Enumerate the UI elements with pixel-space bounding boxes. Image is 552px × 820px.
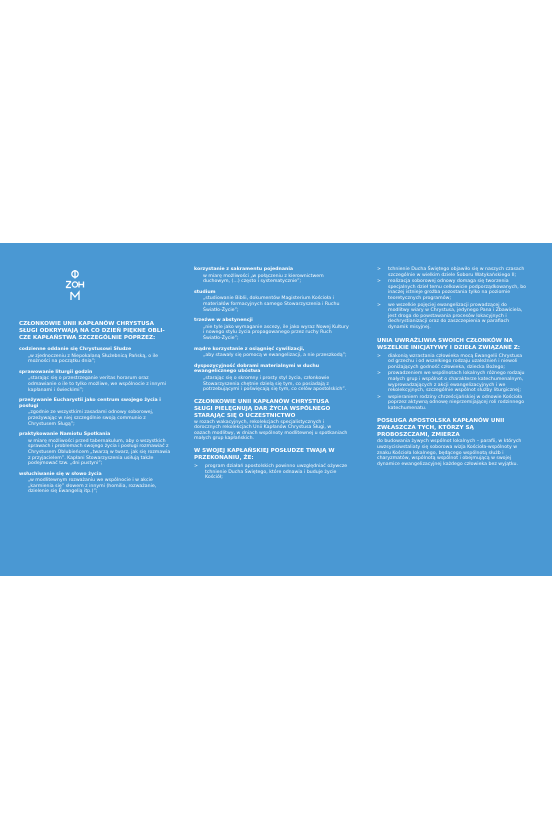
practice-item: [194, 290, 349, 313]
bullet-list: [377, 354, 527, 412]
blue-panel: [0, 243, 552, 576]
practice-item: [194, 318, 349, 341]
column-right: [377, 267, 527, 467]
practice-text: w miarę możliwości przed tabernakulum, aby o wszystkich sprawach i problemach swojego życia i posługi rozmawiać z Chrystusem Oblubieńcem „twarzą w twarz, jak się rozmawia z przyjacielem”. Kapłani Stowarzyszenia usiłują także podejmować tzw. „dni pustyni”;: [28, 438, 171, 467]
list-item: > program działań apostolskich powinno uwzględniać ożywcze tchnienie Ducha Świętego, które odnawia i buduje życie Kościół;: [194, 464, 349, 481]
list-item: > we wszelkie pojęciej ewangelizacji prowadzącej do modlitwy wiary w Chrystusa, jedynego Pana i Zbawiciela, jest droga do powstawania procesów lokacyjnych i dechrystianizacji oraz do zaszczepienia w parafiach dynamik misyjnej.: [377, 303, 527, 331]
practice-term: dyspozycyjność dobrami materialnymi w duchu ewangelicznego ubóstwa: [194, 363, 320, 375]
practice-term: sprawowanie liturgii godzin: [19, 369, 93, 375]
bullet-list: [377, 267, 527, 331]
list-item: > wspieraniem rodziny chrześcijańskiej w odnowie Kościoła poprzez aktywną odnowę nieprzemijającej roli rodzinnego katechumenatu.: [377, 395, 527, 412]
list-item: > realizacja soborowej odnowy domaga się tworzenia specjalnych dzieł temu celkowicie podporządkowanych, bo inaczej istnieje groźba pozostania tylko na poziomie teoretycznych programów;: [377, 279, 527, 301]
practice-text: „studiowanie Biblii, dokumentów Magisterium Kościoła i materiałów formacyjnych samego Stowarzyszenia i Ruchu Światło-Życie”;: [203, 296, 340, 313]
column-middle: [194, 267, 349, 482]
practice-text: „nie tyle jako wymaganie ascezy, ile jako wyraz Nowej Kultury i nowego stylu życia propagowanego przez ruchy Ruch Światło-Życie”;: [203, 324, 349, 341]
section-paragraph: w rozach wakacyjnych, rekolekcjach specjalistycznych i dorocznych rekolekcjach Unii Kapłanów Chrystusa Sługi, w oazach modlitwy, w dniach wspólnoty modlitewnej u spotkaniach małych grup kapłańskich.: [194, 419, 348, 442]
list-item: > tchnienie Ducha Świętego objawiło się w naszych czasach szczególnie w wielkim dziele Soboru Watykańskiego II;: [377, 267, 527, 278]
practice-term: mądre korzystanie z osiągnięć cywilizacji,: [194, 346, 305, 352]
practice-term: trzeźwe w abstynencji: [194, 318, 253, 324]
list-item: > diakonią wzrastania człowieka mocą Ewangelii Chrystusa od grzechu i od wszelkiego rodzaju uzależnień i niewoli poniżających godność człowieka, dziecka Bożego;: [377, 354, 527, 371]
practice-term: codzienne oddanie się Chrystusowi Słudze: [19, 347, 132, 352]
practice-text: „w modlitewnym rozważaniu we wspólnocie i w akcie „karmienia się” słowem z innymi (homilia, rozważanie, dzielenie się Ewangelią itp.)”;: [28, 478, 157, 495]
bullet-list: [194, 464, 349, 481]
practice-text: „starając się o skromny i prosty styl życia, członkowie Stowarzyszenia chętnie dzielą się tym, co posiadają z potrzebującymi i poświęcają się tym, co celów apostolskich”.: [203, 375, 347, 393]
practice-text: w miarę możliwości „w połączeniu z kierownictwem duchowym, (...) często i systematycznie”;: [203, 273, 324, 285]
practice-term: praktykowanie Namiotu Spotkania: [19, 432, 111, 438]
section-heading: CZŁONKOWIE UNII KAPŁANÓW CHRYSTUSA SŁUGI ODKRYWAJĄ NA CO DZIEŃ PIĘKNE OBLI-CZE KAPŁAŃSTWA SZCZEGÓLNIE POPRZEZ:: [19, 321, 165, 341]
column-left: [19, 243, 174, 495]
practice-item: [19, 347, 174, 365]
practice-item: [194, 347, 349, 359]
practice-term: korzystanie z sakramentu pojednania: [194, 267, 294, 272]
practice-text: „zgodnie ze wszystkimi zasadami odnowy soborowej, przeżywając w niej szczególnie swoją communio z Chrystusem Sługą”;: [28, 410, 154, 427]
practice-item: [19, 432, 174, 467]
section-heading: POSŁUGA APOSTOLSKA KAPŁANÓW UNII ZWŁASZCZA TYCH, KTÓRZY SĄ PROBOSZCZAMI, ZMIERZA: [377, 418, 505, 439]
practice-text: „w zjednoczeniu z Niepokalaną Służebnicą Pańską, o ile możności na początku dnia”;: [28, 353, 159, 365]
practice-term: studium: [194, 289, 216, 295]
practice-text: „aby stawały się pomocą w ewangelizacji, a nie przeszkodą”;: [203, 353, 347, 359]
section-heading: CZŁONKOWIE UNII KAPŁANÓW CHRYSTUSA SŁUGI PIELĘGNUJĄ DAR ŻYCIA WSPÓLNEGO STARAJĄC SIĘ O UCZESTNICTWO: [194, 398, 331, 419]
section-heading: UNIA UWRAŻLIWIA SWOICH CZŁONKÓW NA WSZELKIE INICJATYWY I DZIEŁA ZWIĄZANE Z:: [377, 337, 521, 351]
practice-text: „starając się o przestrzeganie veritas horarum oraz odmawianie o ile to tylko możliwe, we wspólnocie z innymi kapłanami i świeckimi”;: [28, 376, 167, 393]
section-heading: W SWOJEJ KAPŁAŃSKIEJ POSŁUDZE TWAJĄ W PRZEKONANIU, ŻE:: [194, 448, 335, 462]
practice-item: [194, 267, 349, 285]
section-paragraph: do budowania żywych wspólnot lokalnych – parafii, w których uwzsycisiwstaliaty się soborowa wizja Kościoła-wspólnoty w znaku Kościoła lokalnego, będącego wspólnotą służb i charyzmatów, wspólnotą wspólnot i obejmującą w swojej dynamice ewangelizacyjnej każdego człowieka bez wyjątku.: [377, 439, 522, 467]
practice-item: [19, 370, 174, 393]
practice-item: [194, 364, 349, 393]
practice-term: wsłuchiwanie się w słowo życia: [19, 471, 102, 477]
list-item: > prowadzeniem we wspólnotach lokalnych różnego rodzaju małych grup i wspólnot o charakterze katechumenalnym, wyprowadzających z akcji ewangelizacyjnych i we rekolekcyjnych, szczególnie wspólnot służby liturgicznej;: [377, 371, 527, 393]
practice-term: przeżywanie Eucharystii jako centrum swojego życia i posługi: [19, 398, 161, 409]
practice-item: [19, 398, 174, 427]
practice-item: [19, 472, 174, 495]
